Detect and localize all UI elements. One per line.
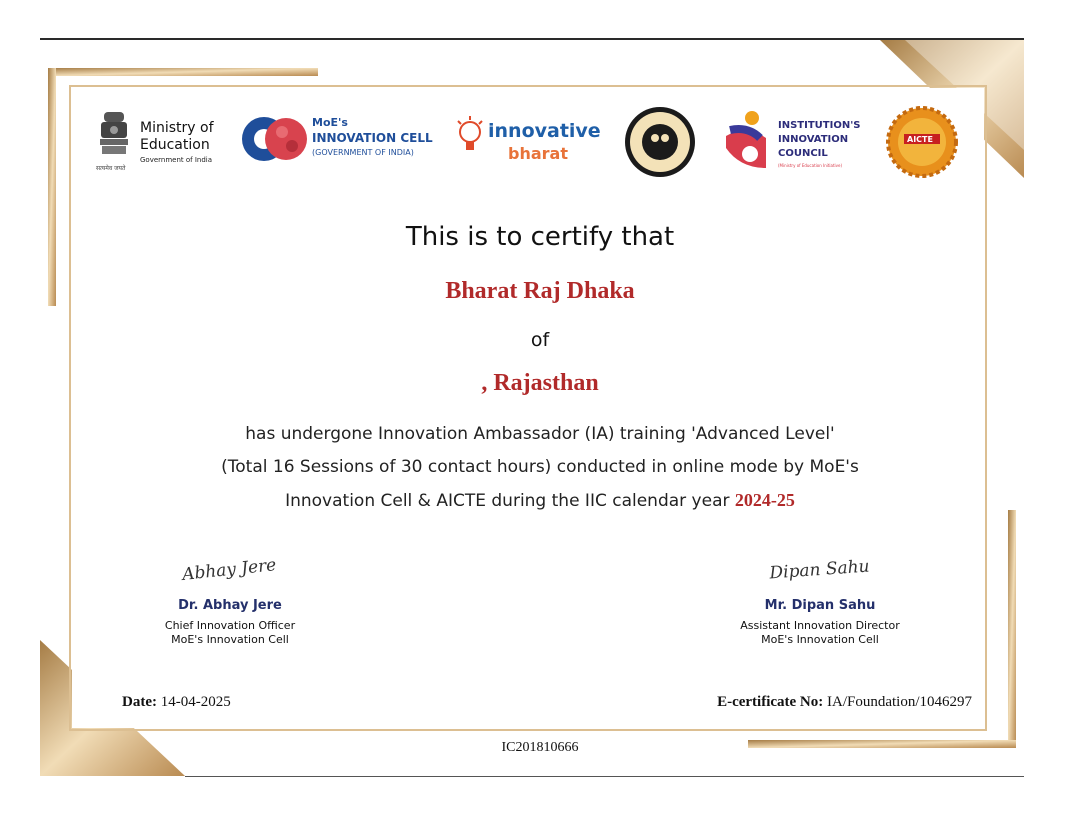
ministry-logo xyxy=(96,106,226,176)
ministry-name-line1: Ministry of xyxy=(140,120,214,136)
signatory-name: Mr. Dipan Sahu xyxy=(764,598,876,613)
national-emblem-icon xyxy=(96,106,132,164)
council-line4: (Ministry of Education Initiative) xyxy=(778,163,843,168)
brain-gear-icon xyxy=(242,110,308,168)
lightbulb-icon xyxy=(456,116,484,162)
body-line1: has undergone Innovation Ambassador (IA) training 'Advanced Level' xyxy=(245,424,835,444)
signatory-right xyxy=(700,556,940,647)
signature-dipan-sahu: Dipan Sahu xyxy=(768,556,871,584)
moe-line2: INNOVATION CELL xyxy=(312,131,433,145)
body-line3 xyxy=(0,490,1080,511)
ecertificate-label: E-certificate No: xyxy=(717,694,824,710)
signatory-name: Dr. Abhay Jere xyxy=(178,598,282,613)
certificate-heading: This is to certify that xyxy=(405,222,675,252)
moe-line3: (GOVERNMENT OF INDIA) xyxy=(312,148,414,157)
institution-innovation-council-logo xyxy=(720,108,870,172)
signatory-left xyxy=(110,555,350,647)
recipient-name: Bharat Raj Dhaka xyxy=(445,278,635,304)
ministry-name-line3: Government of India xyxy=(140,156,213,164)
signatory-role-line2: MoE's Innovation Cell xyxy=(171,633,289,646)
emblem-caption: सत्यमेव जयते xyxy=(96,165,126,172)
innovation-ambassador-seal xyxy=(624,106,696,178)
council-line2: INNOVATION xyxy=(778,134,849,145)
council-line1: INSTITUTION'S xyxy=(778,120,861,131)
of-text: of xyxy=(530,329,550,351)
institution-code: IC201810666 xyxy=(501,740,579,755)
signatory-role-line1: Chief Innovation Officer xyxy=(164,619,296,632)
innovative-bharat-logo xyxy=(456,112,606,168)
moe-line1: MoE's xyxy=(312,116,348,129)
council-line3: COUNCIL xyxy=(778,148,828,159)
ambassador-seal-icon xyxy=(624,106,696,178)
council-figure-icon xyxy=(720,108,772,170)
ministry-name-line2: Education xyxy=(140,137,210,153)
date-field xyxy=(122,694,231,711)
date-value: 14-04-2025 xyxy=(160,694,231,710)
moe-innovation-cell-logo xyxy=(242,110,442,170)
body-line2: (Total 16 Sessions of 30 contact hours) conducted in online mode by MoE's xyxy=(221,457,859,477)
institution-name: , Rajasthan xyxy=(481,370,599,396)
signature-abhay-jere: Abhay Jere xyxy=(181,555,278,585)
signatory-role-line2: MoE's Innovation Cell xyxy=(761,633,879,646)
calendar-year: 2024-25 xyxy=(734,490,795,510)
aicte-logo xyxy=(886,106,958,178)
signatory-role-line1: Assistant Innovation Director xyxy=(740,619,900,632)
innovative-word: innovative xyxy=(488,120,601,142)
ecertificate-value: IA/Foundation/1046297 xyxy=(827,694,972,710)
date-label: Date: xyxy=(122,694,157,710)
ecertificate-field xyxy=(717,694,972,711)
aicte-text: AICTE xyxy=(907,135,933,144)
bharat-word: bharat xyxy=(508,144,568,163)
body-line3-text: Innovation Cell & AICTE during the IIC calendar year xyxy=(285,491,730,511)
